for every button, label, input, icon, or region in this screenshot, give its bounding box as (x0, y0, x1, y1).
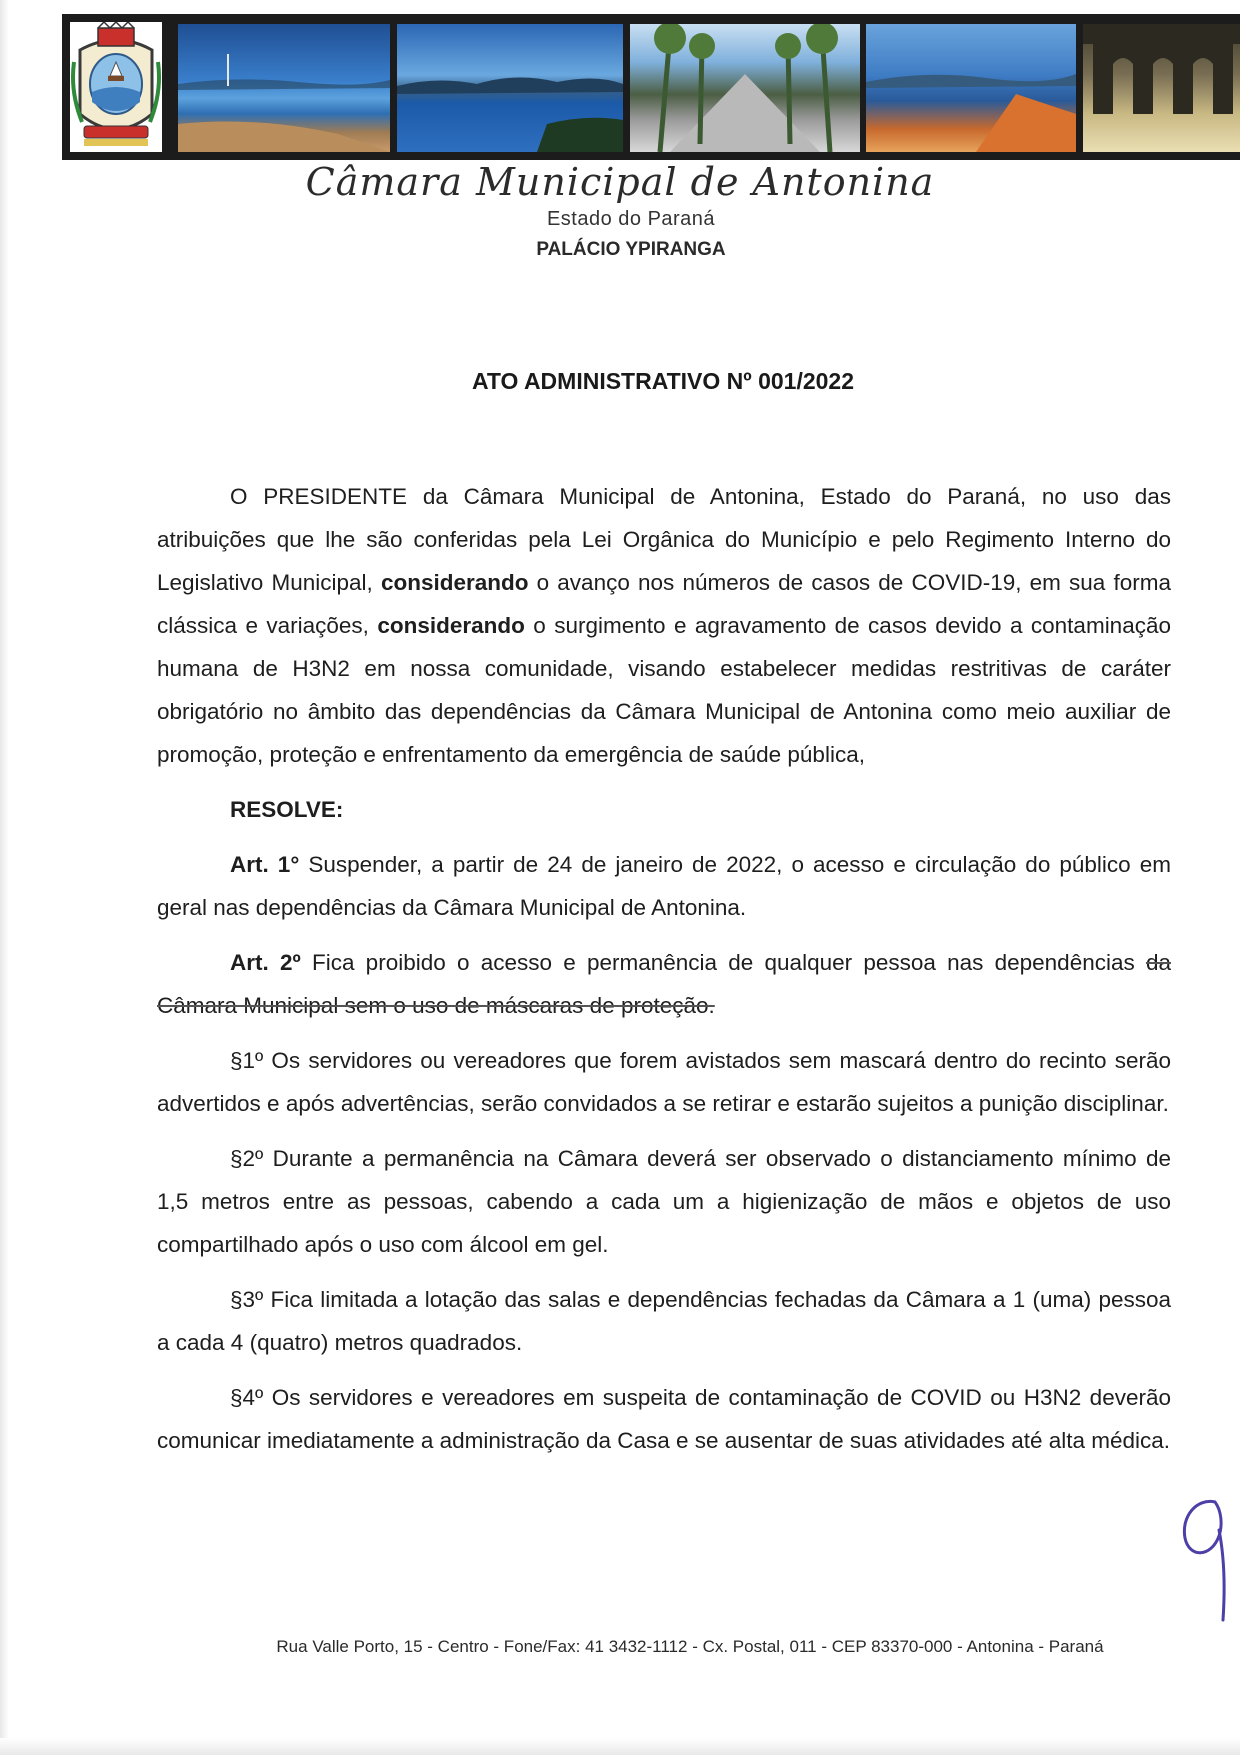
handwritten-page-number (1175, 1480, 1235, 1625)
article-1-text: Suspender, a partir de 24 de janeiro de 2022, o acesso e circulação do público em geral nas dependências da Câmara Municipal de Antonina. (157, 852, 1171, 920)
scan-bottom-edge (0, 1738, 1240, 1755)
paragraph-1: §1º Os servidores ou vereadores que forem avistados sem mascará dentro do recinto serão advertidos e após advertências, serão convidados a se retirar e estarão sujeitos a punição disciplinar. (157, 1048, 1171, 1116)
preamble-bold-2: considerando (377, 613, 525, 638)
preamble-text-2: o avanço nos números de casos de COVID-19, em sua forma clássica e variações, (157, 570, 1171, 638)
paragraph-3: §3º Fica limitada a lotação das salas e dependências fechadas da Câmara a 1 (uma) pessoa a cada 4 (quatro) metros quadrados. (157, 1287, 1171, 1355)
article-2-label: Art. 2º (230, 950, 301, 975)
banner-photo-bay-boats (178, 24, 390, 152)
resolve-heading: RESOLVE: (230, 797, 344, 822)
banner-photo-colonial-arches (1083, 24, 1240, 152)
preamble-text-3: o surgimento e agravamento de casos devido a contaminação humana de H3N2 em nossa comunidade, visando estabelecer medidas restritivas de caráter obrigatório no âmbito das dependências da Câmara Municipal de Antonina como meio auxiliar de promoção, proteção e enfrentamento da emergência de saúde pública, (157, 613, 1171, 767)
preamble-paragraph (157, 475, 1171, 776)
organization-name: Câmara Municipal de Antonina (305, 160, 935, 204)
paragraph-2: §2º Durante a permanência na Câmara deverá ser observado o distanciamento mínimo de 1,5 metros entre as pessoas, cabendo a cada um a higienização de mãos e objetos de uso compartilhado após o uso com álcool em gel. (157, 1146, 1171, 1257)
banner-photo-palm-promenade (630, 24, 860, 152)
banner-photo-bay-islands (397, 24, 623, 152)
footer-address: Rua Valle Porto, 15 - Centro - Fone/Fax: 41 3432-1112 - Cx. Postal, 011 - CEP 83370-000 - Antonina - Paraná (276, 1637, 1104, 1656)
document-title: ATO ADMINISTRATIVO Nº 001/2022 (471, 368, 855, 394)
article-2-struck-text: da Câmara Municipal sem o uso de máscaras de proteção. (157, 950, 1171, 1018)
palace-name: PALÁCIO YPIRANGA (536, 239, 726, 260)
document-body (157, 475, 1171, 1462)
paragraph-4: §4º Os servidores e vereadores em suspeita de contaminação de COVID ou H3N2 deverão comunicar imediatamente a administração da Casa e se ausentar de suas atividades até alta médica. (157, 1385, 1171, 1453)
article-2-text: Fica proibido o acesso e permanência de qualquer pessoa nas dependências (300, 950, 1146, 975)
preamble-text-1: O PRESIDENTE da Câmara Municipal de Antonina, Estado do Paraná, no uso das atribuições que lhe são conferidas pela Lei Orgânica do Município e pelo Regimento Interno do Legislativo Municipal, (157, 484, 1171, 595)
preamble-bold-1: considerando (380, 570, 529, 595)
municipal-coat-of-arms (70, 22, 162, 152)
banner-photo-sunset-bay (866, 24, 1076, 152)
article-2 (157, 941, 1171, 1027)
state-name: Estado do Paraná (546, 208, 716, 230)
article-1-label: Art. 1° (230, 852, 300, 877)
article-1 (157, 843, 1171, 929)
scan-edge-shadow (0, 0, 8, 1755)
